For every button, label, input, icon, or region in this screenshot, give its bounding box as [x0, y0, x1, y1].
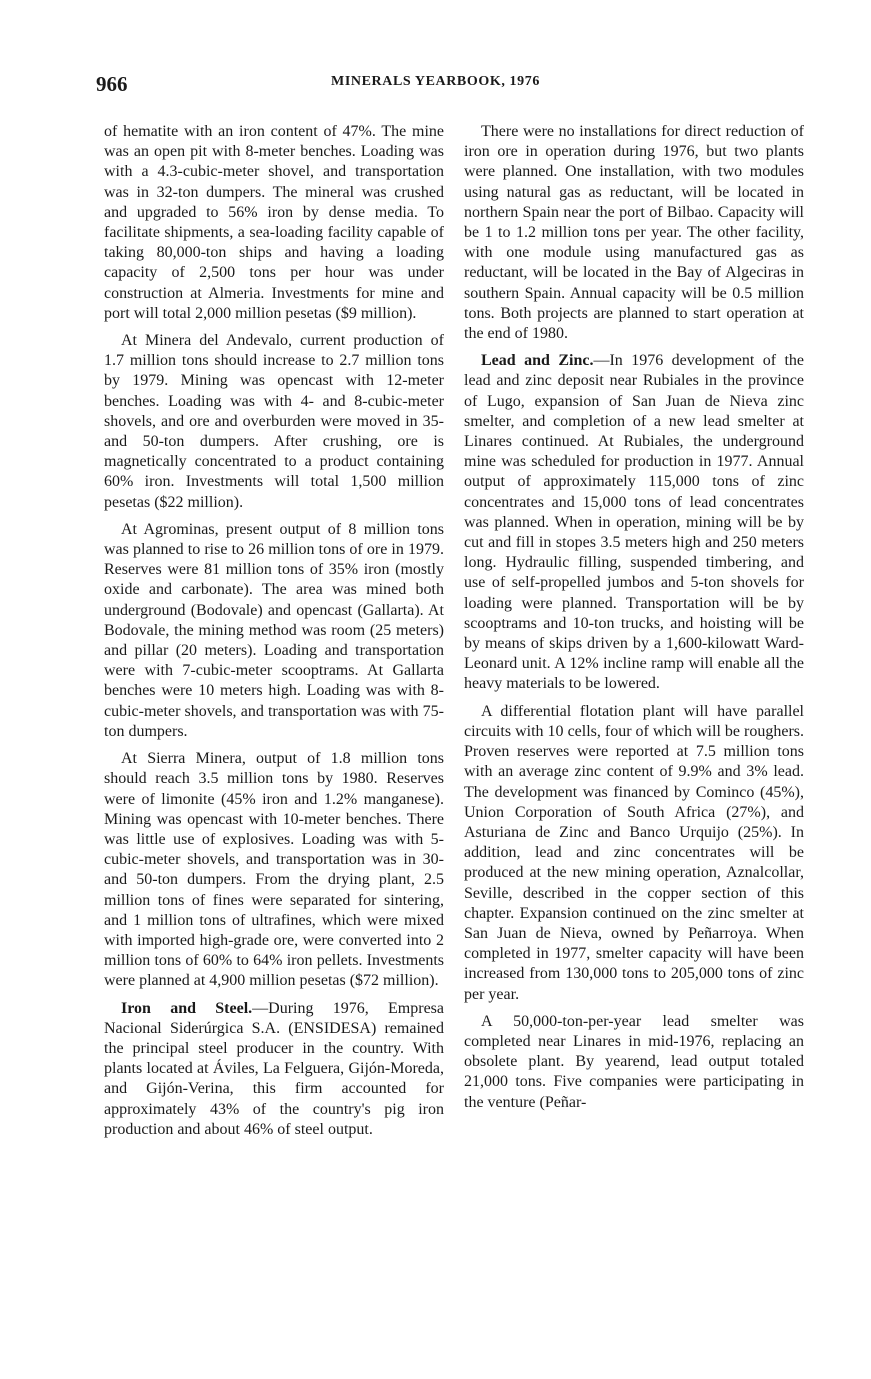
left-column [104, 122, 444, 1147]
paragraph-hematite-mine: of hematite with an iron content of 47%. The mine was an open pit with 8-meter benches. Loading was with a 4.3-cubic-meter shovel, and transportation was in 32-ton dumpers. The mineral was crushed and upgraded to 56% iron by dense media. To facilitate shipments, a sea-loading facility capable of taking 80,000-ton ships and having a loading capacity of 2,500 tons per hour was under construction at Almeria. Investments for mine and port will total 2,000 million pesetas ($9 million). [104, 123, 444, 322]
paragraph-minera-del-andevalo: At Minera del Andevalo, current production of 1.7 million tons should increase to 2.7 million tons by 1979. Mining was opencast with 12-meter benches. Loading was with 4- and 8-cubic-meter shovels, and ore and overburden were moved in 35- and 50-ton dumpers. After crushing, ore is magnetically concentrated to a product containing 60% iron. Investments will total 1,500 million pesetas ($22 million). [104, 332, 444, 511]
section-heading-lead-and-zinc: Lead and Zinc. [481, 352, 594, 370]
paragraph-sierra-minera: At Sierra Minera, output of 1.8 million tons should reach 3.5 million tons by 1980. Reserves were of limonite (45% iron and 1.2% manganese). Mining was opencast with 10-meter benches. There was little use of explosives. Loading was with 5-cubic-meter shovels, and transportation was in 30- and 50-ton dumpers. From the drying plant, 2.5 million tons of fines were separated for sintering, and 1 million tons of ultrafines, which were mixed with imported high-grade ore, were converted into 2 million tons of 60% to 64% iron pellets. Investments were planned at 4,900 million pesetas ($72 million). [104, 750, 444, 990]
paragraph-iron-and-steel-body: —During 1976, Empresa Nacional Siderúrgica S.A. (ENSIDESA) remained the principal steel producer in the country. With plants located at Áviles, La Felguera, Gijón-Moreda, and Gijón-Verina, this firm accounted for approximately 43% of the country's pig iron production and about 46% of steel output. [104, 999, 444, 1138]
right-column [464, 122, 804, 1120]
paragraph-agrominas: At Agrominas, present output of 8 million tons was planned to rise to 26 million tons of ore in 1979. Reserves were 81 million tons of 35% iron (mostly oxide and carbonate). The area was mined both underground (Bodovale) and opencast (Gallarta). At Bodovale, the mining method was room (25 meters) and pillar (20 meters). Loading and transportation were with 7-cubic-meter scooptrams. At Gallarta benches were 10 meters high. Loading was with 8-cubic-meter shovels, and transportation was with 75-ton dumpers. [104, 520, 444, 740]
running-title: MINERALS YEARBOOK, 1976 [331, 74, 540, 89]
paragraph-iron-and-steel [104, 999, 444, 1140]
page-number: 966 [96, 72, 128, 96]
paragraph-lead-and-zinc-body: —In 1976 development of the lead and zinc deposit near Rubiales in the province of Lugo, expansion of San Juan de Nieva zinc smelter, and completion of a new lead smelter at Linares continued. At Rubiales, the underground mine was scheduled for production in 1977. Annual output of approximately 115,000 tons of zinc concentrates and 15,000 tons of lead concentrates was planned. When in operation, mining will be by cut and fill in stopes 3.5 meters high and 250 meters long. Hydraulic filling, suspended timbering, and use of self-propelled jumbos and 5-ton shovels for loading were planned. Transportation will be by scooptrams and 10-ton trucks, and hoisting will be by means of skips driven by a 1,600-kilowatt Ward-Leonard unit. A 12% incline ramp will enable all the heavy materials to be lowered. [464, 352, 805, 693]
paragraph-lead-and-zinc [464, 351, 804, 694]
paragraph-flotation-plant: A differential flotation plant will have parallel circuits with 10 cells, four of which will be roughers. Proven reserves were reported at 7.5 million tons with an average zinc content of 9.9% and 3% lead. The development was financed by Cominco (45%), Union Corporation of South Africa (27%), and Asturiana de Zinc and Banco Urquijo (25%). In addition, lead and zinc concentrates will be produced at the new mining operation, Aznalcollar, Seville, described in the copper section of this chapter. Expansion continued on the zinc smelter at San Juan de Nieva, owned by Peñarroya. When completed in 1977, smelter capacity will have been increased from 130,000 tons to 205,000 tons of zinc per year. [464, 702, 804, 1003]
paragraph-direct-reduction: There were no installations for direct reduction of iron ore in operation during 1976, but two plants were planned. One installation, with two modules using natural gas as reductant, will be located in northern Spain near the port of Bilbao. Capacity will be 1 to 1.2 million tons per year. The other facility, with one module using manufactured gas as reductant, will be located in the Bay of Algeciras in southern Spain. Annual capacity will be 0.5 million tons. Both projects are planned to start operation at the end of 1980. [464, 123, 804, 343]
section-heading-iron-and-steel: Iron and Steel. [121, 999, 253, 1017]
paragraph-lead-smelter: A 50,000-ton-per-year lead smelter was completed near Linares in mid-1976, replacing an obsolete plant. By yearend, lead output totaled 21,000 tons. Five companies were participating in the venture (Peñar- [464, 1012, 804, 1111]
